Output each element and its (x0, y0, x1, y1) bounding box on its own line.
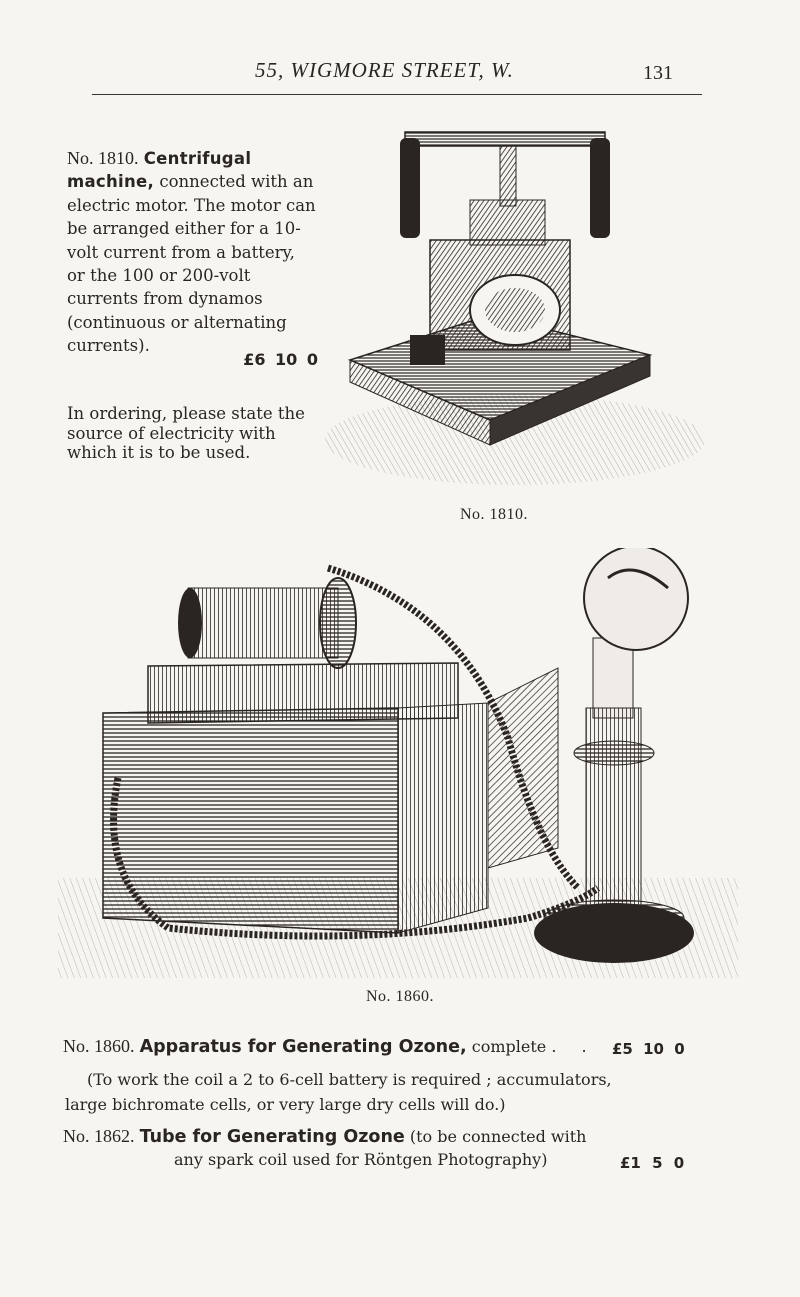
header-rule (92, 94, 702, 95)
page-number: 131 (643, 62, 673, 84)
item-1862-line1 (63, 1126, 586, 1147)
item-1860-suffix: complete . (471, 1037, 557, 1056)
item-1860-leader: . (581, 1037, 587, 1056)
item-1860-title: Apparatus for Generating Ozone, (139, 1037, 467, 1057)
item-1810-title: Centrifugal machine, (67, 149, 252, 192)
item-1862-number: No. 1862. (63, 1126, 135, 1146)
ozone-apparatus-illustration (58, 548, 738, 983)
item-1810-caption: No. 1810. (460, 506, 529, 523)
item-1860-caption: No. 1860. (366, 988, 435, 1005)
item-1862-price: £1 5 0 (620, 1154, 685, 1172)
item-1810-price: £6 10 0 (243, 350, 318, 369)
item-1810-description (67, 147, 317, 358)
item-1862-text-line2: any spark coil used for Röntgen Photography) (174, 1150, 548, 1169)
item-1860-note (65, 1068, 727, 1117)
item-1860-price: £5 10 0 (612, 1040, 685, 1058)
item-1810-text: connected with an electric motor. The motor can be arranged either for a 10-volt current from a battery, or the 100 or 200-volt currents from dynamos (continuous or alternating currents). (67, 172, 316, 356)
page-header-address: 55, WIGMORE STREET, W. (255, 58, 514, 82)
item-1860-note-line2: large bichromate cells, or very large dry cells will do.) (65, 1094, 506, 1114)
item-1810-ordering-note: In ordering, please state the source of electricity with which it is to be used. (67, 404, 305, 462)
item-1860-number: No. 1860. (63, 1036, 135, 1056)
item-1860-line (63, 1036, 587, 1057)
centrifugal-machine-illustration (320, 120, 715, 500)
item-1860-note-line1: (To work the coil a 2 to 6-cell battery is required ; accumulators, (87, 1070, 612, 1089)
item-1862-text-line1: (to be connected with (409, 1127, 587, 1146)
item-1810-number: No. 1810. (67, 148, 139, 168)
item-1862-title: Tube for Generating Ozone (139, 1127, 405, 1147)
